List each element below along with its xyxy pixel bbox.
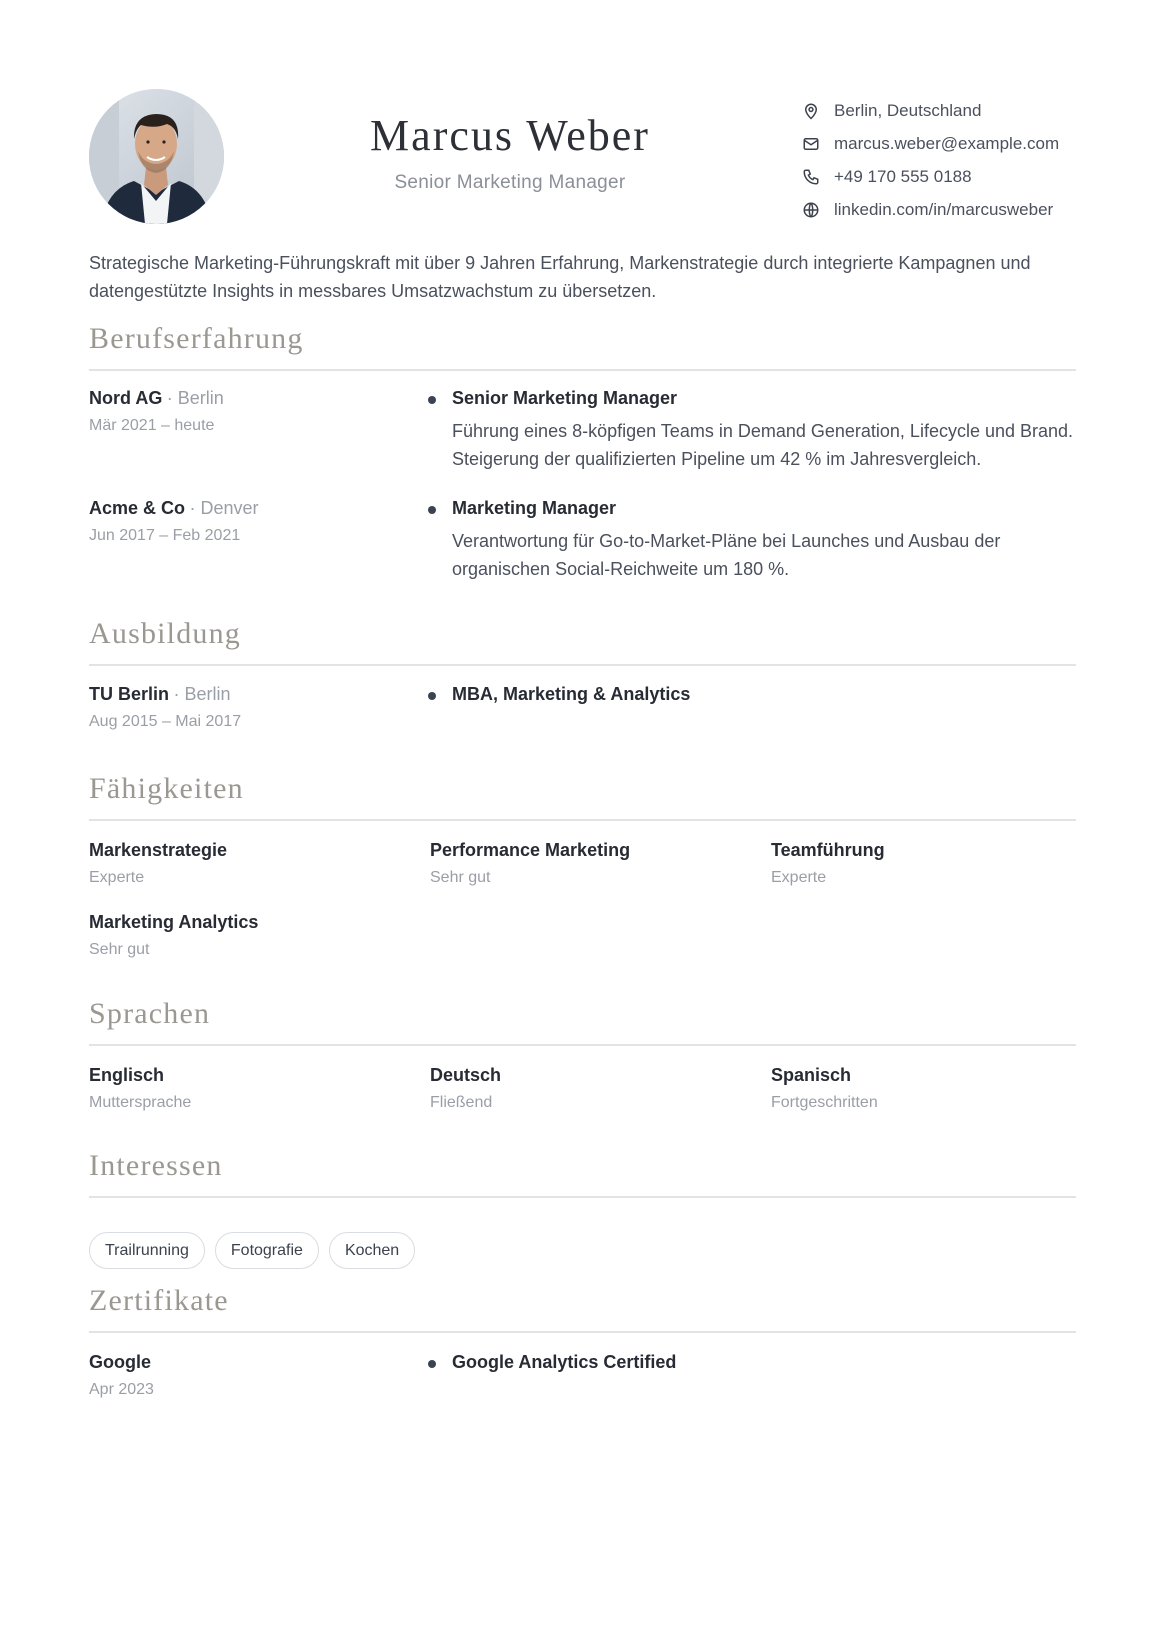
skills-divider [89,819,1076,821]
skill-level: Experte [771,869,827,886]
contact-list [800,94,1059,226]
certificate-entry-meta [89,1352,154,1399]
job-description: Führung eines 8-köpfigen Teams in Demand Generation, Lifecycle und Brand. Steigerung der qualifizierten Pipeline um 42 % im Jahresvergleich. [452,421,1074,469]
employer-name: Acme & Co [89,498,186,518]
education-divider [89,664,1076,666]
interest-tags [89,1232,425,1269]
skill-level: Sehr gut [89,941,150,958]
interest-tag: Trailrunning [89,1232,205,1269]
school-name: TU Berlin [89,684,170,704]
education-entry-detail [428,684,1088,705]
education-heading: Ausbildung [89,617,242,650]
skill-name: Marketing Analytics [89,912,259,932]
language-name: Englisch [89,1065,165,1085]
profile-summary: Strategische Marketing-Führungskraft mit über 9 Jahren Erfahrung, Markenstrategie durch integrierte Kampagnen und datengestützte Insights in messbares Umsatzwachstum zu übersetzen. [89,253,1031,301]
skill-item [89,912,258,959]
language-level: Muttersprache [89,1094,192,1111]
skill-item [430,840,630,887]
language-level: Fortgeschritten [771,1094,878,1111]
phone-icon [800,166,822,188]
profile-photo [89,89,224,224]
language-level: Fließend [430,1094,493,1111]
contact-location-text: Berlin, Deutschland [834,100,982,120]
experience-entry-1-meta [89,388,224,435]
contact-email-text[interactable]: marcus.weber@example.com [834,133,1060,153]
experience-entry-1-detail [428,388,1088,473]
employer-location: · Berlin [166,388,224,408]
job-title: Marketing Manager [428,498,1088,519]
experience-divider [89,369,1076,371]
globe-icon [800,199,822,221]
language-name: Deutsch [430,1065,502,1085]
experience-heading: Berufserfahrung [89,322,304,355]
interests-divider [89,1196,1076,1198]
languages-heading: Sprachen [89,997,211,1030]
contact-location [800,94,1059,127]
education-entry-meta [89,684,241,731]
language-item [89,1065,191,1112]
contact-website[interactable] [800,193,1059,226]
skills-heading: Fähigkeiten [89,772,244,805]
location-pin-icon [800,100,822,122]
certificate-date: Apr 2023 [89,1381,154,1398]
contact-email[interactable] [800,127,1059,160]
degree-title: MBA, Marketing & Analytics [428,684,1088,705]
interest-tag: Fotografie [215,1232,319,1269]
skill-item [89,840,227,887]
candidate-title: Senior Marketing Manager [394,172,626,193]
candidate-name: Marcus Weber [370,111,650,160]
employment-dates: Mär 2021 – heute [89,417,215,434]
skill-name: Performance Marketing [430,840,631,860]
contact-website-text[interactable]: linkedin.com/in/marcusweber [834,199,1054,219]
education-dates: Aug 2015 – Mai 2017 [89,713,242,730]
experience-entry-2-meta [89,498,259,545]
school-location: · Berlin [173,684,231,704]
job-title: Senior Marketing Manager [428,388,1088,409]
certificate-name: Google Analytics Certified [428,1352,1088,1373]
skill-item [771,840,885,887]
interests-heading: Interessen [89,1149,223,1182]
skill-name: Markenstrategie [89,840,228,860]
skill-level: Sehr gut [430,869,491,886]
experience-entry-2-detail [428,498,1088,583]
mail-icon [800,133,822,155]
languages-divider [89,1044,1076,1046]
language-name: Spanisch [771,1065,852,1085]
certificate-issuer: Google [89,1352,151,1372]
employer-location: · Denver [189,498,259,518]
skill-level: Experte [89,869,145,886]
language-item [430,1065,501,1112]
job-description: Verantwortung für Go-to-Market-Pläne bei Launches und Ausbau der organischen Social-Reichweite um 180 %. [452,531,1001,579]
certificates-divider [89,1331,1076,1333]
contact-phone-text[interactable]: +49 170 555 0188 [834,166,972,186]
employment-dates: Jun 2017 – Feb 2021 [89,527,241,544]
certificates-heading: Zertifikate [89,1284,229,1317]
employer-name: Nord AG [89,388,163,408]
contact-phone[interactable] [800,160,1059,193]
language-item [771,1065,878,1112]
certificate-entry-detail [428,1352,1088,1373]
skill-name: Teamführung [771,840,885,860]
interest-tag: Kochen [329,1232,415,1269]
